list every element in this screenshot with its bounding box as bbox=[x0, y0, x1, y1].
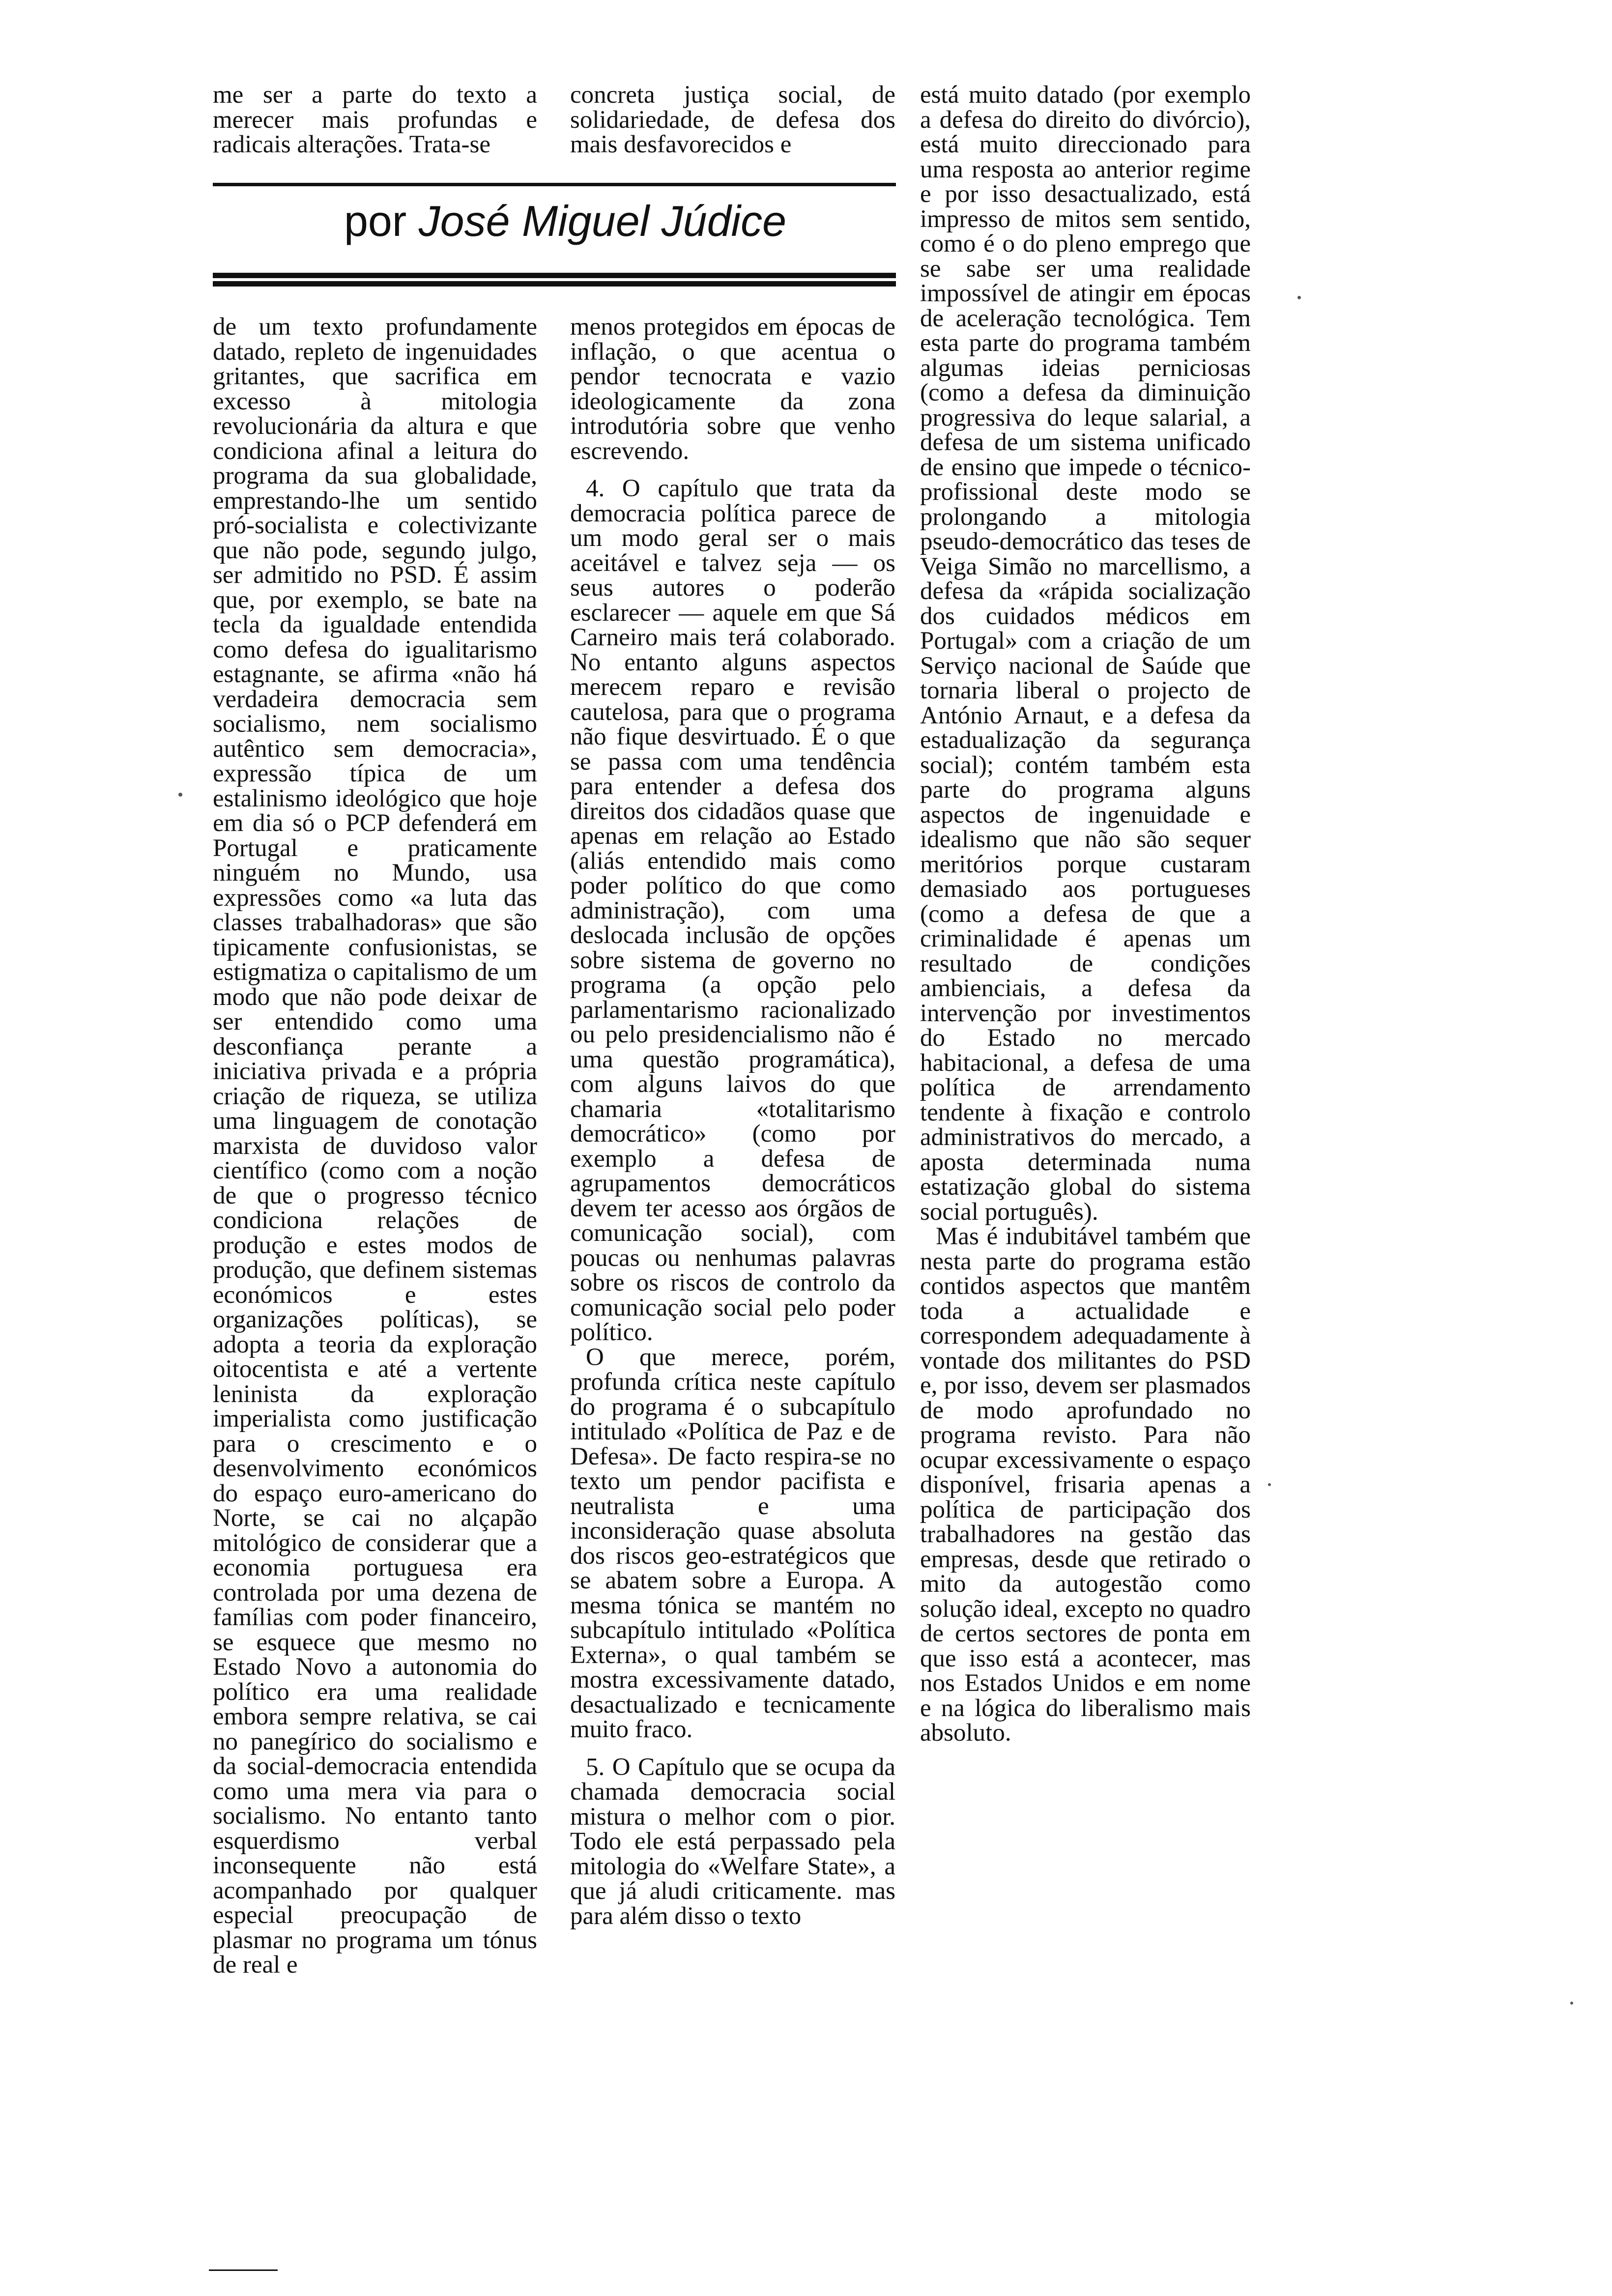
header-rule-bottom-1 bbox=[213, 273, 896, 278]
byline-prefix: por bbox=[344, 197, 407, 245]
top-text-column-2 bbox=[570, 83, 895, 157]
article-column-3 bbox=[920, 83, 1251, 1746]
top-paragraph-2: concreta justiça social, de solidariedade, de defesa dos mais desfavorecidos e bbox=[570, 81, 895, 158]
header-rule-top bbox=[213, 183, 896, 186]
byline bbox=[315, 197, 816, 246]
byline-author: José Miguel Júdice bbox=[418, 197, 787, 245]
column2-paragraph-4: 5. O Capítulo que se ocupa da chamada democracia social mistura o melhor com o pior. Todo ele está perpassado pela mitologia do «Welfare State», a que já aludi criticamente. mas para além disso o texto bbox=[570, 1753, 895, 1930]
top-paragraph-1: me ser a parte do texto a merecer mais profundas e radicais alterações. Trata-se bbox=[213, 81, 537, 158]
bottom-edge-mark bbox=[209, 2269, 278, 2271]
column1-paragraph-1: de um texto profundamente datado, repleto de ingenuidades gritantes, que sacrifica em excesso à mitologia revolucionária da altura e que condiciona afinal a leitura do programa da sua globalidade, emprestando-lhe um sentido pró-socialista e colectivizante que não pode, segundo julgo, ser admitido no PSD. É assim que, por exemplo, se bate na tecla da igualdade entendida como defesa do igualitarismo estagnante, se afirma «não há verdadeira democracia sem socialismo, nem socialismo autêntico sem democracia», expressão típica de um estalinismo ideológico que hoje em dia só o PCP defenderá em Portugal e praticamente ninguém no Mundo, usa expressões como «a luta das classes trabalhadoras» que são tipicamente confusionistas, se estigmatiza o capitalismo de um modo que não pode deixar de ser entendido como uma desconfiança perante a iniciativa privada e a própria criação de riqueza, se utiliza uma linguagem de conotação marxista de duvidoso valor científico (como com a noção de que o progresso técnico condiciona relações de produção e estes modos de produção, que definem sistemas económicos e estes organizações políticas), se adopta a teoria da exploração oitocentista e até a vertente leninista da exploração imperialista como justificação para o crescimento e o desenvolvimento económicos do espaço euro-americano do Norte, se cai no alçapão mitológico de considerar que a economia portuguesa era controlada por uma dezena de famílias com poder financeiro, se esquece que mesmo no Estado Novo a autonomia do político era uma realidade embora sempre relativa, se cai no panegírico do socialismo e da social-democracia entendida como uma mera via para o socialismo. No entanto tanto esquerdismo verbal inconsequente não está acompanhado por qualquer especial preocupação de plasmar no programa um tónus de real e bbox=[213, 313, 537, 1979]
top-text-column-1 bbox=[213, 83, 537, 157]
column2-paragraph-2: 4. O capítulo que trata da democracia política parece de um modo geral ser o mais aceitável e talvez seja — os seus autores o poderão esclarecer — aquele em que Sá Carneiro mais terá colaborado. No entanto alguns aspectos merecem reparo e revisão cautelosa, para que o programa não fique desvirtuado. É o que se passa com uma tendência para entender a defesa dos direitos dos cidadãos quase que apenas em relação ao Estado (aliás entendido mais como poder político do que como administração), com uma deslocada inclusão de opções sobre sistema de governo no programa (a opção pelo parlamentarismo racionalizado ou pelo presidencialismo não é uma questão programática), com alguns laivos do que chamaria «totalitarismo democrático» (como por exemplo a defesa de agrupamentos democráticos devem ter acesso aos órgãos de comunicação social), com poucas ou nenhumas palavras sobre os riscos de controlo da comunicação social pelo poder político. bbox=[570, 475, 895, 1346]
article-column-2 bbox=[570, 315, 895, 1928]
column2-paragraph-3: O que merece, porém, profunda crítica neste capítulo do programa é o subcapítulo intitulado «Política de Paz e de Defesa». De facto respira-se no texto um pendor pacifista e neutralista e uma inconsideração quase absoluta dos riscos geo-estratégicos que se abatem sobre a Europa. A mesma tónica se mantém no subcapítulo intitulado «Política Externa», o qual também se mostra excessivamente datado, desactualizado e tecnicamente muito fraco. bbox=[570, 1343, 895, 1743]
scan-speck bbox=[1268, 1483, 1271, 1486]
scan-speck bbox=[178, 793, 182, 797]
article-column-1 bbox=[213, 315, 537, 1978]
column2-paragraph-1: menos protegidos em épocas de inflação, o que acentua o pendor tecnocrata e vazio ideologicamente da zona introdutória sobre que venho escrevendo. bbox=[570, 313, 895, 465]
column3-paragraph-1: está muito datado (por exemplo a defesa do direito do divórcio), está muito direccionado para uma resposta ao anterior regime e por isso desactualizado, está impresso de mitos sem sentido, como é o do pleno emprego que se sabe ser uma realidade impossível de atingir em épocas de aceleração tecnológica. Tem esta parte do programa também algumas ideias perniciosas (como a defesa da diminuição progressiva do leque salarial, a defesa de um sistema unificado de ensino que impede o técnico-profissional deste modo se prolongando a mitologia pseudo-democrático das teses de Veiga Simão no marcellismo, a defesa da «rápida socialização dos cuidados médicos em Portugal» com a criação de um Serviço nacional de Saúde que tornaria liberal o projecto de António Arnaut, e a defesa da estadualização da segurança social); contém também esta parte do programa alguns aspectos de ingenuidade e idealismo que não são sequer meritórios porque custaram demasiado aos portugueses (como a defesa de que a criminalidade é apenas um resultado de condições ambienciais, a defesa da intervenção por investimentos do Estado no mercado habitacional, a defesa de uma política de arrendamento tendente à fixação e controlo administrativos do mercado, a aposta determinada numa estatização global do sistema social português). bbox=[920, 81, 1251, 1226]
header-rule-bottom-2 bbox=[213, 281, 896, 287]
column3-paragraph-2: Mas é indubitável também que nesta parte do programa estão contidos aspectos que mantêm toda a actualidade e correspondem adequadamente à vontade dos militantes do PSD e, por isso, devem ser plasmados de modo aprofundado no programa revisto. Para não ocupar excessivamente o espaço disponível, frisaria apenas a política de participação dos trabalhadores na gestão das empresas, desde que retirado o mito da autogestão como solução ideal, excepto no quadro de certos sectores de ponta em que isso está a acontecer, mas nos Estados Unidos e em nome e na lógica do liberalismo mais absoluto. bbox=[920, 1223, 1251, 1747]
scan-speck bbox=[1297, 296, 1301, 299]
scan-speck bbox=[1570, 2002, 1573, 2005]
